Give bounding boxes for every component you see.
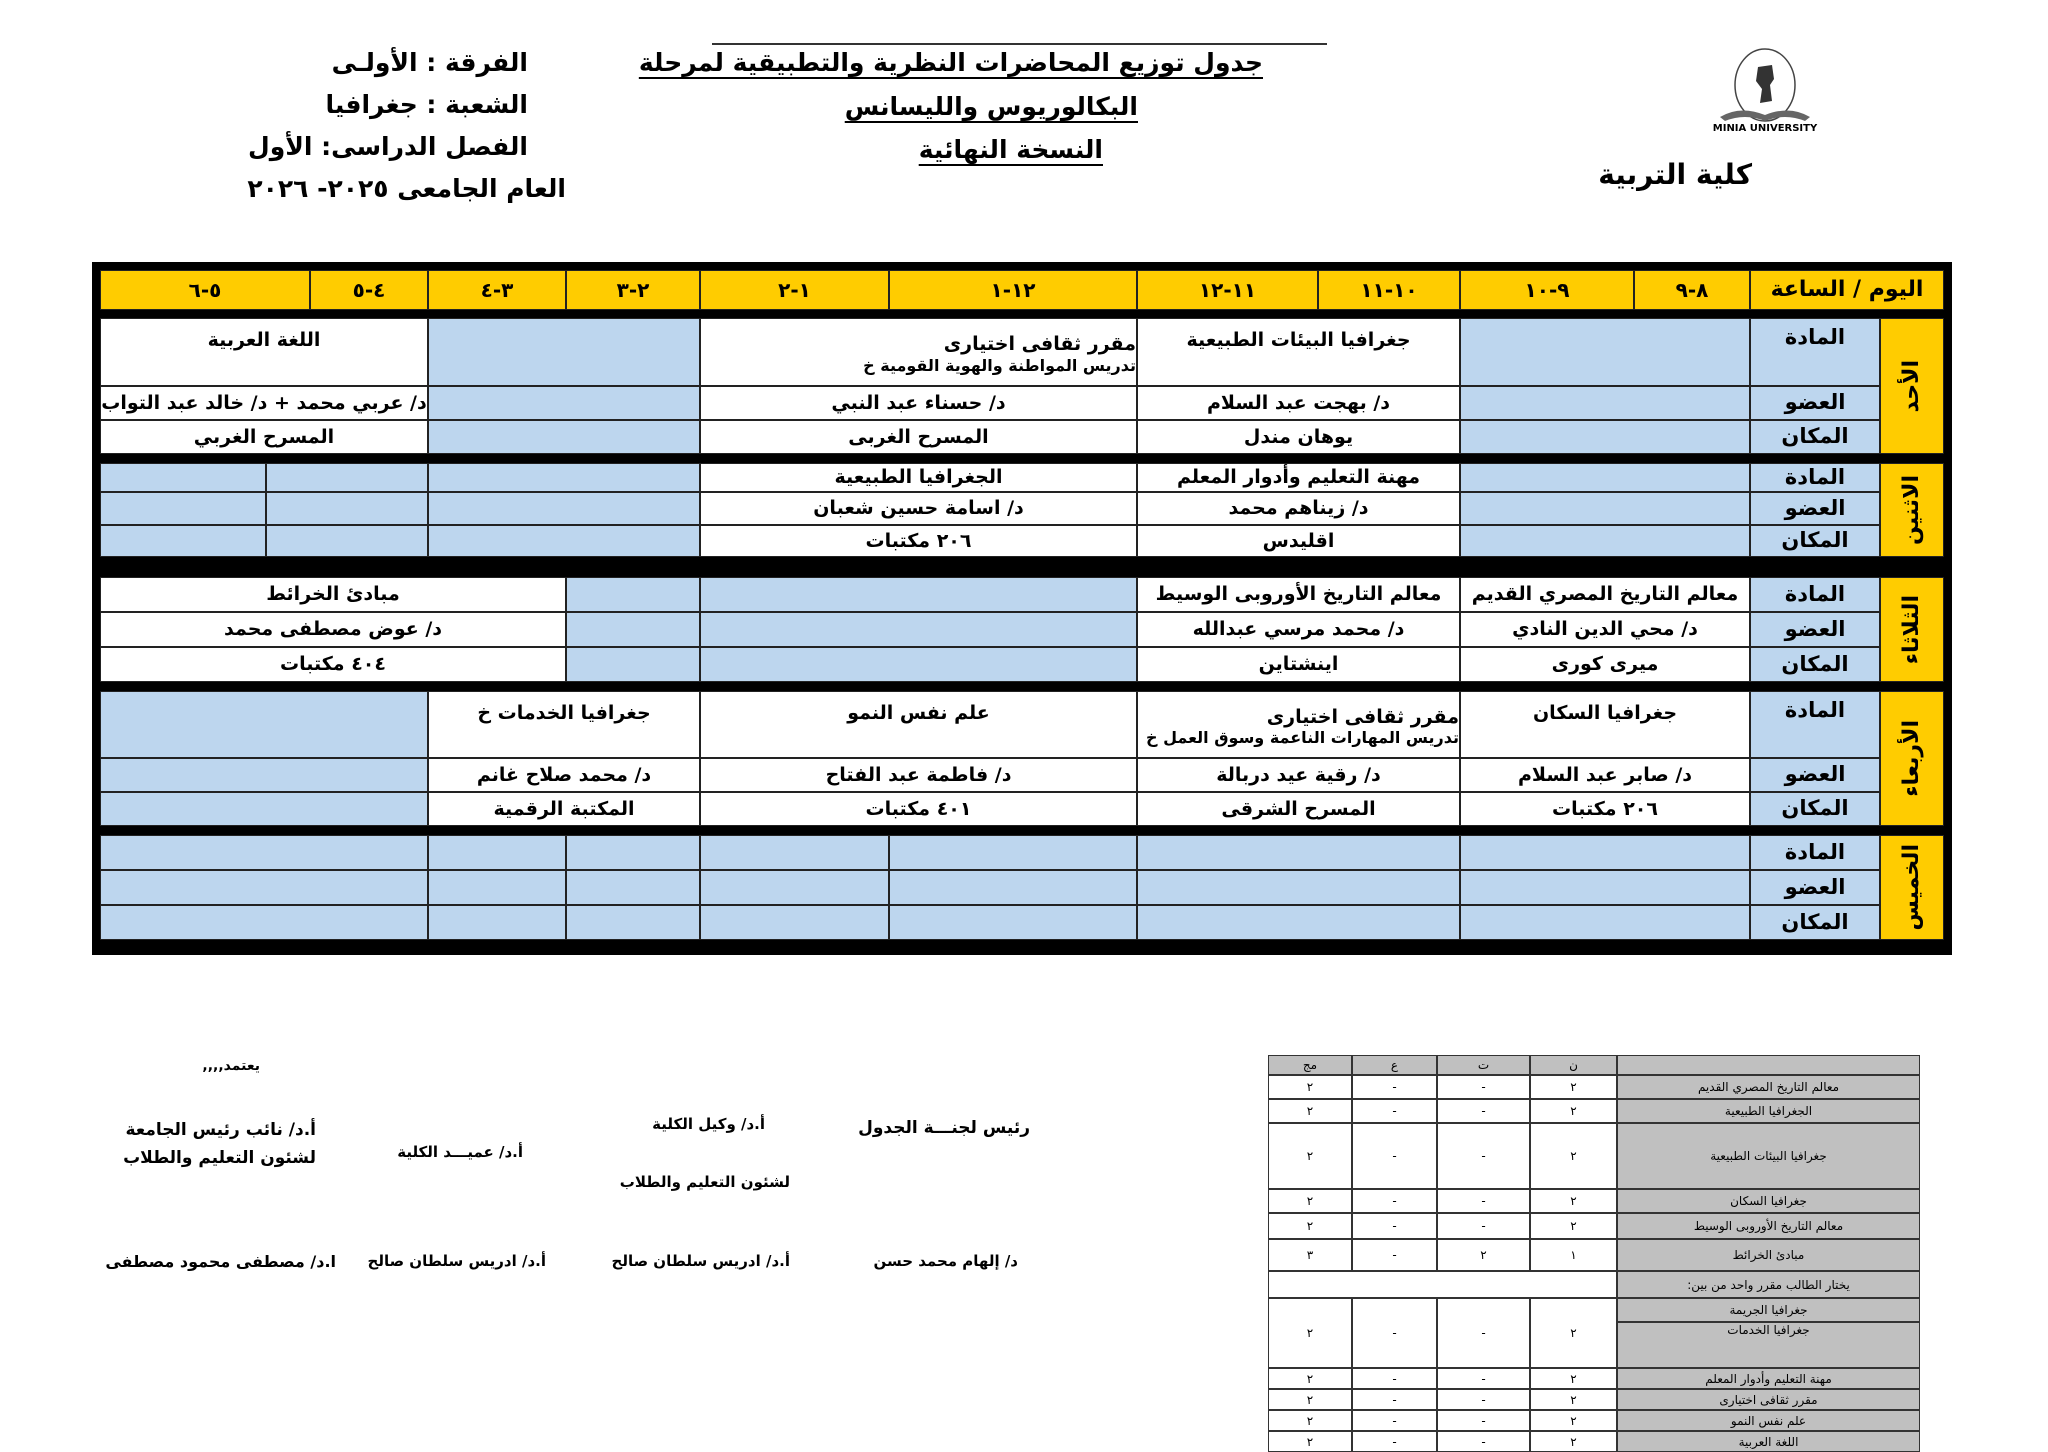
empty-slot bbox=[566, 612, 700, 647]
credits-n: ٢ bbox=[1530, 1123, 1617, 1189]
credits-a: - bbox=[1352, 1099, 1437, 1123]
credits-t: - bbox=[1437, 1189, 1530, 1213]
credits-course: مقرر ثقافى اختيارى bbox=[1617, 1389, 1920, 1410]
empty-slot bbox=[428, 463, 700, 492]
credits-total: ٢ bbox=[1268, 1368, 1352, 1389]
credits-t: - bbox=[1437, 1298, 1530, 1368]
credits-course: اللغة العربية bbox=[1617, 1431, 1920, 1452]
row-label-subject-text: المادة bbox=[1784, 464, 1846, 489]
row-label-place-text: المكان bbox=[1781, 528, 1849, 553]
slot-subject bbox=[1460, 577, 1750, 612]
day-label bbox=[1880, 463, 1944, 557]
empty-slot bbox=[266, 492, 428, 525]
credits-a: - bbox=[1352, 1213, 1437, 1239]
credits-a: - bbox=[1352, 1075, 1437, 1099]
corner-header bbox=[1750, 270, 1944, 310]
slot-place-text: ٤٠١ مكتبات bbox=[865, 797, 972, 820]
row-label-place bbox=[1750, 420, 1880, 454]
row-label-place-text: المكان bbox=[1781, 909, 1849, 934]
credits-n: ٢ bbox=[1530, 1431, 1617, 1452]
slot-subject bbox=[1460, 691, 1750, 758]
slot-place bbox=[1137, 525, 1460, 557]
slot-member bbox=[100, 612, 566, 647]
credits-n: ٢ bbox=[1530, 1368, 1617, 1389]
slot-member bbox=[700, 386, 1137, 420]
credits-t: - bbox=[1437, 1389, 1530, 1410]
corner-header-text: اليوم / الساعة bbox=[1770, 276, 1924, 302]
slot-member bbox=[100, 386, 428, 420]
slot-member-text: د/ عوض مصطفى محمد bbox=[223, 618, 443, 641]
credits-total: ٢ bbox=[1268, 1099, 1352, 1123]
grade-label: الفرقة : الأولـى bbox=[331, 48, 528, 77]
subject-subtitle: تدريس المهارات الناعمة وسوق العمل خ bbox=[1146, 728, 1459, 748]
credits-t: - bbox=[1437, 1123, 1530, 1189]
empty-slot bbox=[1460, 835, 1750, 870]
credits-header-t: ت bbox=[1437, 1055, 1530, 1075]
empty-slot bbox=[1460, 420, 1750, 454]
empty-slot bbox=[428, 318, 700, 386]
credits-t: ٢ bbox=[1437, 1239, 1530, 1271]
empty-slot bbox=[428, 870, 566, 905]
slot-place-text: المسرح الغربي bbox=[193, 425, 335, 448]
slot-place-text: ميرى كورى bbox=[1551, 653, 1659, 676]
empty-slot bbox=[700, 870, 889, 905]
empty-slot bbox=[566, 647, 700, 682]
credits-t: - bbox=[1437, 1075, 1530, 1099]
empty-slot bbox=[100, 835, 428, 870]
empty-slot bbox=[1137, 835, 1460, 870]
credits-total: ٣ bbox=[1268, 1239, 1352, 1271]
credits-course: جغرافيا البيئات الطبيعية bbox=[1617, 1123, 1920, 1189]
slot-subject-text: معالم التاريخ المصري القديم bbox=[1471, 583, 1739, 606]
credits-total: ٢ bbox=[1268, 1431, 1352, 1452]
vp-title: أ.د/ نائب رئيس الجامعة bbox=[125, 1120, 316, 1140]
slot-member bbox=[1137, 386, 1460, 420]
row-label-member bbox=[1750, 492, 1880, 525]
day-label bbox=[1880, 835, 1944, 940]
slot-subject-text: جغرافيا البيئات الطبيعية bbox=[1186, 329, 1411, 351]
slot-subject-text: اللغة العربية bbox=[207, 329, 321, 351]
elective-note: يختار الطالب مقرر واحد من بين: bbox=[1617, 1271, 1920, 1298]
hour-header-text: ٥-٦ bbox=[188, 278, 222, 302]
credits-course: الجغرافيا الطبيعية bbox=[1617, 1099, 1920, 1123]
empty-slot bbox=[700, 577, 1137, 612]
slot-member-text: د/ حسناء عبد النبي bbox=[831, 391, 1006, 414]
slot-subject bbox=[428, 691, 700, 758]
empty-slot bbox=[100, 691, 428, 758]
slot-member-text: د/ صابر عبد السلام bbox=[1517, 763, 1693, 786]
credits-t: - bbox=[1437, 1431, 1530, 1452]
empty-slot bbox=[266, 525, 428, 557]
row-label-subject bbox=[1750, 318, 1880, 386]
slot-member bbox=[1137, 758, 1460, 792]
slot-member-text: د/ محمد مرسي عبدالله bbox=[1192, 618, 1405, 641]
credits-n: ٢ bbox=[1530, 1389, 1617, 1410]
row-label-place bbox=[1750, 647, 1880, 682]
empty-slot bbox=[1460, 386, 1750, 420]
credits-total: ٢ bbox=[1268, 1123, 1352, 1189]
empty-slot bbox=[100, 792, 428, 826]
slot-subject bbox=[700, 318, 1137, 386]
row-label-subject bbox=[1750, 577, 1880, 612]
row-label-member bbox=[1750, 612, 1880, 647]
slot-member-text: د/ اسامة حسين شعبان bbox=[813, 497, 1024, 520]
empty-slot bbox=[428, 525, 700, 557]
empty-slot bbox=[700, 612, 1137, 647]
slot-subject bbox=[700, 463, 1137, 492]
day-label bbox=[1880, 691, 1944, 826]
slot-place bbox=[428, 792, 700, 826]
empty-slot bbox=[889, 870, 1137, 905]
day-name: الأحد bbox=[1898, 359, 1924, 413]
empty-slot bbox=[700, 835, 889, 870]
day-name: الثلاثاء bbox=[1898, 594, 1924, 665]
hour-header-text: ٤-٥ bbox=[352, 278, 386, 302]
slot-subject-text: مهنة التعليم وأدوار المعلم bbox=[1176, 466, 1421, 489]
credits-total: ٢ bbox=[1268, 1189, 1352, 1213]
academic-year-label: العام الجامعى ٢٠٢٥- ٢٠٢٦ bbox=[247, 174, 566, 203]
row-label-subject-text: المادة bbox=[1784, 325, 1846, 349]
credits-total: ٢ bbox=[1268, 1298, 1352, 1368]
dean-name: أ.د/ ادريس سلطان صالح bbox=[367, 1252, 546, 1270]
row-label-place bbox=[1750, 792, 1880, 826]
hour-header bbox=[310, 270, 428, 310]
slot-place-text: ٢٠٦ مكتبات bbox=[1552, 797, 1658, 820]
slot-member bbox=[1460, 612, 1750, 647]
subject-subtitle: تدريس المواطنة والهوية القومية خ bbox=[863, 355, 1136, 375]
slot-subject bbox=[1137, 318, 1460, 386]
credits-n: ٢ bbox=[1530, 1075, 1617, 1099]
credits-n: ٢ bbox=[1530, 1213, 1617, 1239]
slot-member bbox=[1137, 492, 1460, 525]
row-label-place bbox=[1750, 905, 1880, 940]
empty-slot bbox=[1460, 463, 1750, 492]
credits-a: - bbox=[1352, 1239, 1437, 1271]
credits-course: مبادئ الخرائط bbox=[1617, 1239, 1920, 1271]
day-separator bbox=[100, 826, 1944, 835]
day-separator bbox=[100, 940, 1944, 948]
day-name: الخميس bbox=[1898, 844, 1924, 931]
row-label-place-text: المكان bbox=[1781, 796, 1849, 821]
credits-t: - bbox=[1437, 1368, 1530, 1389]
slot-subject-text: مبادئ الخرائط bbox=[266, 583, 400, 606]
vice-dean-title: أ.د/ وكيل الكلية bbox=[652, 1115, 765, 1133]
day-label bbox=[1880, 577, 1944, 682]
row-label-member-text: العضو bbox=[1784, 762, 1846, 787]
slot-place bbox=[700, 420, 1137, 454]
logo-text: MINIA UNIVERSITY bbox=[1712, 123, 1818, 134]
row-label-place-text: المكان bbox=[1781, 424, 1849, 449]
division-label: الشعبة : جغرافيا bbox=[325, 90, 528, 119]
slot-subject bbox=[1137, 463, 1460, 492]
slot-member-text: د/ زيناهم محمد bbox=[1228, 497, 1369, 520]
hour-header bbox=[428, 270, 566, 310]
empty-slot bbox=[700, 905, 889, 940]
slot-subject-text: جغرافيا السكان bbox=[1532, 702, 1678, 724]
day-separator bbox=[100, 567, 1944, 577]
slot-place bbox=[1137, 647, 1460, 682]
slot-member bbox=[700, 492, 1137, 525]
row-label-subject-text: المادة bbox=[1784, 581, 1846, 606]
slot-member-text: د/ محمد صلاح غانم bbox=[476, 763, 652, 786]
slot-subject bbox=[700, 691, 1137, 758]
empty-slot bbox=[100, 905, 428, 940]
vice-dean-name: أ.د/ ادريس سلطان صالح bbox=[611, 1252, 790, 1270]
credits-course: معالم التاريخ الأوروبى الوسيط bbox=[1617, 1213, 1920, 1239]
approve-label: يعتمد,,,, bbox=[202, 1058, 260, 1074]
row-label-subject-text: المادة bbox=[1784, 698, 1846, 722]
empty-slot bbox=[428, 492, 700, 525]
day-separator bbox=[100, 454, 1944, 463]
empty-slot bbox=[1460, 525, 1750, 557]
slot-subject-text: جغرافيا الخدمات خ bbox=[477, 702, 651, 724]
slot-subject-text: الجغرافيا الطبيعية bbox=[834, 466, 1003, 489]
slot-subject bbox=[100, 577, 566, 612]
slot-place-text: ٢٠٦ مكتبات bbox=[865, 529, 972, 552]
row-label-subject-text: المادة bbox=[1784, 839, 1846, 864]
slot-subject bbox=[1137, 577, 1460, 612]
credits-t: - bbox=[1437, 1410, 1530, 1431]
slot-member bbox=[700, 758, 1137, 792]
slot-place bbox=[1137, 792, 1460, 826]
credits-n: ٢ bbox=[1530, 1189, 1617, 1213]
empty-slot bbox=[1460, 492, 1750, 525]
slot-subject-text: مقرر ثقافى اختيارى bbox=[943, 333, 1136, 355]
empty-slot bbox=[566, 835, 700, 870]
credits-n: ١ bbox=[1530, 1239, 1617, 1271]
row-label-subject bbox=[1750, 463, 1880, 492]
credits-header-a: ع bbox=[1352, 1055, 1437, 1075]
slot-place bbox=[100, 420, 428, 454]
credits-header-course bbox=[1617, 1055, 1920, 1075]
faculty-name: كلية التربية bbox=[1598, 158, 1752, 191]
slot-subject-text: معالم التاريخ الأوروبى الوسيط bbox=[1155, 583, 1442, 606]
hour-header bbox=[1634, 270, 1750, 310]
credits-total: ٢ bbox=[1268, 1410, 1352, 1431]
hour-header-text: ٢-٣ bbox=[616, 278, 650, 302]
slot-member-text: د/ بهجت عبد السلام bbox=[1206, 391, 1391, 414]
slot-member-text: د/ رقية عيد دربالة bbox=[1216, 763, 1381, 786]
row-label-member bbox=[1750, 870, 1880, 905]
empty-slot bbox=[700, 647, 1137, 682]
committee-title: رئيس لجنـــة الجدول bbox=[858, 1118, 1030, 1138]
credits-a: - bbox=[1352, 1189, 1437, 1213]
hour-header bbox=[566, 270, 700, 310]
hour-header bbox=[1460, 270, 1634, 310]
credits-t: - bbox=[1437, 1099, 1530, 1123]
day-separator bbox=[100, 310, 1944, 318]
empty-slot bbox=[1460, 905, 1750, 940]
day-name: الأربعاء bbox=[1898, 720, 1924, 797]
slot-subject bbox=[1137, 691, 1460, 758]
title-line-1: جدول توزيع المحاضرات النظرية والتطبيقية لمرحلة bbox=[638, 48, 1263, 77]
slot-member-text: د/ محي الدين النادي bbox=[1512, 618, 1698, 641]
empty-slot bbox=[889, 905, 1137, 940]
committee-name: د/ إلهام محمد حسن bbox=[873, 1252, 1018, 1270]
credits-n: ٢ bbox=[1530, 1410, 1617, 1431]
credits-course: معالم التاريخ المصري القديم bbox=[1617, 1075, 1920, 1099]
slot-place-text: اقليدس bbox=[1262, 529, 1335, 552]
credits-a: - bbox=[1352, 1368, 1437, 1389]
empty-slot bbox=[1137, 905, 1460, 940]
slot-subject bbox=[100, 318, 428, 386]
vp-name: ا.د/ مصطفى محمود مصطفى bbox=[105, 1252, 336, 1271]
vp-subtitle: لشئون التعليم والطلاب bbox=[123, 1148, 316, 1168]
credits-total: ٢ bbox=[1268, 1213, 1352, 1239]
slot-place-text: المكتبة الرقمية bbox=[493, 797, 635, 820]
slot-member-text: د/ عربي محمد + د/ خالد عبد التواب bbox=[101, 391, 427, 414]
row-label-member-text: العضو bbox=[1784, 874, 1846, 899]
dean-title: أ.د/ عميـــد الكلية bbox=[397, 1143, 523, 1161]
hour-header-text: ٩-١٠ bbox=[1524, 278, 1570, 302]
hour-header-text: ١٠-١١ bbox=[1360, 278, 1418, 302]
semester-label: الفصل الدراسى: الأول bbox=[248, 132, 528, 161]
slot-member bbox=[428, 758, 700, 792]
credits-total: ٢ bbox=[1268, 1075, 1352, 1099]
slot-place-text: المسرح الشرقى bbox=[1221, 797, 1376, 820]
hour-header bbox=[100, 270, 310, 310]
hour-header-text: ١٢-١ bbox=[990, 278, 1036, 302]
hour-header bbox=[889, 270, 1137, 310]
hour-header bbox=[1318, 270, 1460, 310]
slot-place-text: ٤٠٤ مكتبات bbox=[280, 653, 386, 676]
empty-slot bbox=[266, 463, 428, 492]
row-label-member-text: العضو bbox=[1784, 616, 1846, 641]
credits-n: ٢ bbox=[1530, 1298, 1617, 1368]
empty-slot bbox=[566, 577, 700, 612]
row-label-member-text: العضو bbox=[1784, 495, 1846, 520]
credits-total: ٢ bbox=[1268, 1389, 1352, 1410]
hour-header-text: ١١-١٢ bbox=[1198, 278, 1257, 302]
hour-header bbox=[1137, 270, 1318, 310]
slot-place bbox=[1460, 647, 1750, 682]
empty-slot bbox=[428, 835, 566, 870]
credits-course: علم نفس النمو bbox=[1617, 1410, 1920, 1431]
slot-place-text: المسرح الغربى bbox=[848, 425, 989, 448]
empty-slot bbox=[566, 870, 700, 905]
row-label-member bbox=[1750, 758, 1880, 792]
university-logo bbox=[1700, 45, 1830, 137]
credits-header-n: ن bbox=[1530, 1055, 1617, 1075]
credits-a: - bbox=[1352, 1123, 1437, 1189]
slot-place bbox=[1137, 420, 1460, 454]
slot-place bbox=[700, 525, 1137, 557]
elective-note-blank bbox=[1268, 1271, 1617, 1298]
row-label-place-text: المكان bbox=[1781, 651, 1849, 676]
credits-a: - bbox=[1352, 1298, 1437, 1368]
row-label-subject bbox=[1750, 691, 1880, 758]
empty-slot bbox=[100, 525, 266, 557]
empty-slot bbox=[428, 420, 700, 454]
hour-header bbox=[700, 270, 889, 310]
title-line-3: النسخة النهائية bbox=[918, 135, 1103, 164]
day-label bbox=[1880, 318, 1944, 454]
slot-subject-text: مقرر ثقافى اختيارى bbox=[1266, 705, 1459, 728]
empty-slot bbox=[1137, 870, 1460, 905]
slot-place bbox=[100, 647, 566, 682]
credits-header-total: مج bbox=[1268, 1055, 1352, 1075]
empty-slot bbox=[566, 905, 700, 940]
day-separator bbox=[100, 682, 1944, 691]
title-line-2: البكالوريوس والليسانس bbox=[844, 92, 1138, 121]
empty-slot bbox=[100, 463, 266, 492]
row-label-member-text: العضو bbox=[1784, 390, 1846, 415]
slot-member bbox=[1137, 612, 1460, 647]
empty-slot bbox=[100, 492, 266, 525]
row-label-place bbox=[1750, 525, 1880, 557]
elective-option: جغرافيا الخدمات bbox=[1617, 1322, 1920, 1368]
title-top-rule bbox=[712, 43, 1327, 45]
empty-slot bbox=[1460, 318, 1750, 386]
credits-n: ٢ bbox=[1530, 1099, 1617, 1123]
vice-dean-subtitle: لشئون التعليم والطلاب bbox=[619, 1173, 790, 1191]
empty-slot bbox=[100, 870, 428, 905]
empty-slot bbox=[1460, 870, 1750, 905]
slot-place-text: اينشتاين bbox=[1258, 653, 1339, 676]
empty-slot bbox=[889, 835, 1137, 870]
slot-place-text: يوهان مندل bbox=[1243, 425, 1354, 448]
slot-member-text: د/ فاطمة عبد الفتاح bbox=[825, 763, 1012, 786]
row-label-member bbox=[1750, 386, 1880, 420]
credits-course: جغرافيا السكان bbox=[1617, 1189, 1920, 1213]
credits-course: مهنة التعليم وأدوار المعلم bbox=[1617, 1368, 1920, 1389]
hour-header-text: ٨-٩ bbox=[1675, 278, 1709, 302]
credits-a: - bbox=[1352, 1431, 1437, 1452]
empty-slot bbox=[100, 758, 428, 792]
credits-t: - bbox=[1437, 1213, 1530, 1239]
credits-a: - bbox=[1352, 1389, 1437, 1410]
hour-header-text: ١-٢ bbox=[778, 278, 811, 302]
slot-place bbox=[700, 792, 1137, 826]
row-label-subject bbox=[1750, 835, 1880, 870]
empty-slot bbox=[428, 905, 566, 940]
slot-place bbox=[1460, 792, 1750, 826]
slot-subject-text: علم نفس النمو bbox=[847, 702, 990, 724]
elective-option: جغرافيا الجريمة bbox=[1617, 1298, 1920, 1322]
day-name: الاثنين bbox=[1898, 475, 1924, 545]
slot-member bbox=[1460, 758, 1750, 792]
empty-slot bbox=[428, 386, 700, 420]
hour-header-text: ٣-٤ bbox=[480, 278, 514, 302]
credits-a: - bbox=[1352, 1410, 1437, 1431]
